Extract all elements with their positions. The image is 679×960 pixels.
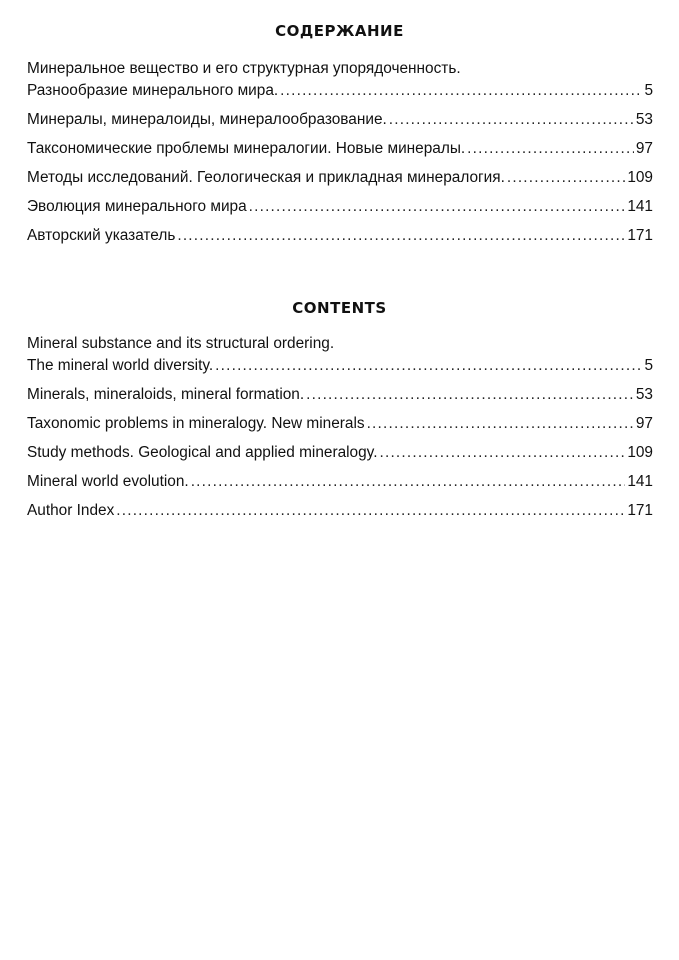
toc-entry-title: Разнообразие минерального мира. (27, 82, 279, 99)
toc-entry (27, 109, 653, 131)
toc-entry (27, 442, 653, 464)
toc-page-number: 53 (635, 386, 653, 403)
toc-entry-title: Эволюция минерального мира (27, 198, 247, 215)
dot-leader (249, 196, 626, 218)
toc-page-number: 97 (635, 415, 653, 432)
toc-entry-title: Методы исследований. Геологическая и прикладная минералогия. (27, 169, 505, 186)
toc-page-number: 109 (627, 444, 653, 461)
toc-entry (27, 225, 653, 247)
toc-entry-title-line1: Минеральное вещество и его структурная упорядоченность. (27, 60, 461, 77)
dot-leader (116, 500, 625, 522)
toc-entry-title: Study methods. Geological and applied mineralogy. (27, 444, 378, 461)
toc-entry-title-line1: Mineral substance and its structural ordering. (27, 335, 335, 352)
english-toc (27, 333, 653, 529)
dot-leader (191, 471, 626, 493)
russian-contents-heading: СОДЕРЖАНИЕ (275, 22, 404, 40)
dot-leader (367, 413, 634, 435)
dot-leader (306, 384, 634, 406)
toc-entry (27, 413, 653, 435)
toc-entry-title: Minerals, mineraloids, mineral formation. (27, 386, 305, 403)
toc-entry-title: Таксономические проблемы минералогии. Новые минералы. (27, 140, 466, 157)
dot-leader (380, 442, 626, 464)
toc-page-number: 141 (627, 198, 653, 215)
dot-leader (467, 138, 634, 160)
dot-leader (507, 167, 625, 189)
toc-page-number: 53 (635, 111, 653, 128)
toc-entry-title: Mineral world evolution. (27, 473, 189, 490)
toc-entry (27, 333, 653, 377)
toc-entry-title: Авторский указатель (27, 227, 176, 244)
dot-leader (177, 225, 625, 247)
russian-toc (27, 58, 653, 254)
toc-page-number: 171 (627, 502, 653, 519)
english-contents-heading: CONTENTS (292, 299, 387, 317)
toc-entry (27, 471, 653, 493)
dot-leader (389, 109, 634, 131)
toc-page-number: 109 (627, 169, 653, 186)
toc-entry (27, 138, 653, 160)
toc-page-number: 5 (644, 357, 653, 374)
toc-page-number: 141 (627, 473, 653, 490)
toc-entry-title: Минералы, минералоиды, минералообразование. (27, 111, 387, 128)
toc-page-number: 5 (644, 82, 653, 99)
toc-page-number: 97 (635, 140, 653, 157)
toc-entry-title: The mineral world diversity. (27, 357, 214, 374)
toc-entry (27, 196, 653, 218)
toc-entry (27, 58, 653, 102)
toc-entry-title: Taxonomic problems in mineralogy. New minerals (27, 415, 365, 432)
toc-page-number: 171 (627, 227, 653, 244)
dot-leader (215, 355, 642, 377)
dot-leader (280, 80, 642, 102)
toc-entry (27, 167, 653, 189)
toc-entry (27, 500, 653, 522)
toc-entry-title: Author Index (27, 502, 115, 519)
toc-entry (27, 384, 653, 406)
